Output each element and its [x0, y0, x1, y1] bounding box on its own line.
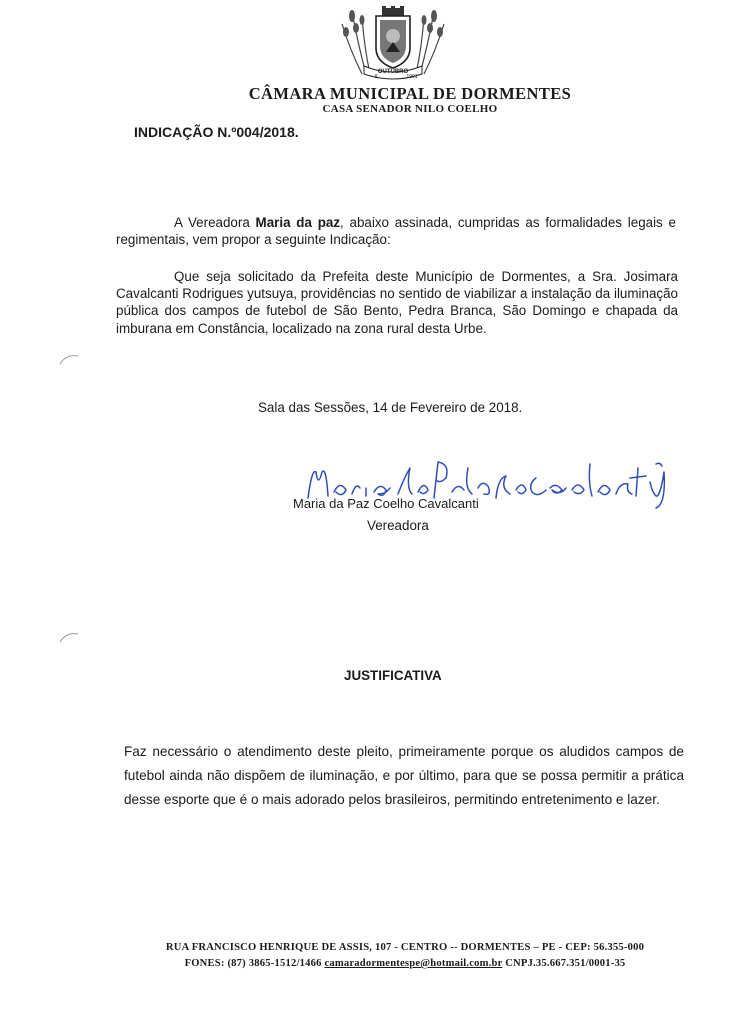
place-date: Sala das Sessões, 14 de Fevereiro de 2018. [258, 400, 523, 415]
footer-cnpj: CNPJ.35.667.351/0001-35 [502, 958, 626, 969]
councilor-name: Maria da paz [255, 215, 341, 230]
footer-email: camaradormentespe@hotmail.com.br [324, 958, 503, 969]
footer-address: RUA FRANCISCO HENRIQUE DE ASSIS, 107 - CENTRO -- DORMENTES – PE - CEP: 56.355-000 [165, 942, 645, 953]
request-paragraph: Que seja solicitado da Prefeita deste Município de Dormentes, a Sra. Josimara Cavalcanti Rodrigues yutsuya, providências no sentido de viabilizar a instalação da iluminação pública dos campos de futebol de São Bento, Pedra Branca, São Domingo e chapada da imburana em Constância, localizado na zona rural desta Urbe. [116, 269, 678, 336]
footer-phones: FONES: (87) 3865-1512/1466 [184, 958, 325, 969]
footer-contacts [80, 958, 730, 969]
svg-text:9: 9 [374, 74, 378, 80]
intro-before: A Vereadora [174, 215, 256, 230]
signer-role: Vereadora [367, 518, 429, 533]
justification-title: JUSTIFICATIVA [344, 668, 442, 683]
intro-after: , abaixo assinada, cumpridas as formalidades legais e regimentais, vem propor a seguinte Indicação: [116, 215, 676, 248]
signer-name: Maria da Paz Coelho Cavalcanti [293, 496, 479, 511]
justification-paragraph: Faz necessário o atendimento deste pleito, primeiramente porque os aludidos campos de futebol ainda não dispõem de iluminação, e por último, para que se possa permitir a prática desse esporte que é o mais adorado pelos brasileiros, permitindo entretenimento e lazer. [124, 744, 684, 807]
punch-hole-mark-icon [58, 352, 80, 366]
institution-subtitle: CASA SENADOR NILO COELHO [322, 103, 498, 115]
svg-text:OUTUBRO: OUTUBRO [377, 69, 409, 75]
indication-number: INDICAÇÃO N.º004/2018. [134, 124, 299, 140]
municipal-crest-icon [338, 4, 448, 82]
punch-hole-mark-icon [58, 630, 80, 644]
svg-text:1991: 1991 [406, 74, 418, 80]
intro-paragraph [116, 214, 676, 248]
institution-title: CÂMARA MUNICIPAL DE DORMENTES [248, 84, 572, 103]
